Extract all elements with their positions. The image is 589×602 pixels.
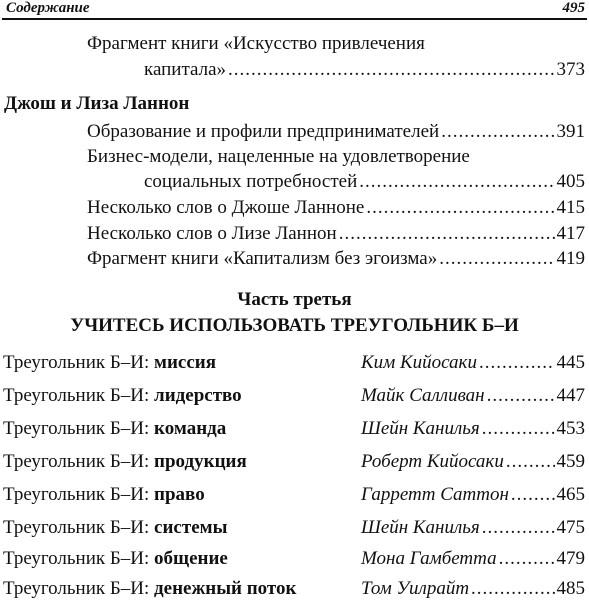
dot-leader: [339, 222, 555, 246]
toc-row-title: [3, 449, 247, 475]
dot-leader: [487, 383, 555, 409]
toc-entry: [87, 247, 585, 271]
toc-row: [3, 383, 585, 409]
toc-page: 415: [556, 197, 585, 218]
dot-leader: [506, 449, 555, 475]
part-title: УЧИТЕСЬ ИСПОЛЬЗОВАТЬ ТРЕУГОЛЬНИК Б–И: [70, 315, 519, 336]
toc-row-title: [3, 350, 216, 376]
dot-leader: [471, 576, 554, 602]
row-prefix: Треугольник Б–И:: [3, 385, 155, 406]
row-author: Мона Гамбетта: [361, 548, 497, 569]
section-heading: Джош и Лиза Ланнон: [4, 93, 190, 114]
toc-entry: [87, 120, 585, 144]
toc-entry: [87, 222, 585, 246]
row-topic: денежный поток: [154, 578, 297, 599]
row-author: Том Уилрайт: [361, 578, 470, 599]
row-right: [361, 546, 585, 572]
dot-leader: [499, 546, 555, 572]
dot-leader: [482, 416, 555, 442]
toc-entry-line1: Бизнес-модели, нацеленные на удовлетворение: [87, 146, 470, 167]
row-right: [361, 449, 585, 475]
toc-row-title: [3, 383, 242, 409]
toc-page: 479: [556, 548, 585, 569]
toc-page: 485: [556, 578, 585, 599]
toc-row-title: [3, 515, 227, 541]
toc-row: [3, 416, 585, 442]
row-prefix: Треугольник Б–И:: [3, 484, 155, 505]
dot-leader: [439, 247, 554, 271]
toc-entry-text: Образование и профили предпринимателей: [87, 121, 440, 142]
dot-leader: [228, 58, 554, 82]
toc-page: 391: [556, 121, 585, 142]
row-topic: команда: [154, 418, 227, 439]
toc-row: [3, 546, 585, 572]
dot-leader: [366, 196, 554, 220]
toc-row-title: [3, 482, 205, 508]
toc-page: 445: [556, 352, 585, 373]
row-prefix: Треугольник Б–И:: [3, 418, 155, 439]
toc-row-title: [3, 546, 228, 572]
toc-page: 465: [556, 484, 585, 505]
row-topic: миссия: [154, 352, 217, 373]
toc-page: 453: [556, 418, 585, 439]
running-header: [2, 0, 587, 20]
row-topic: продукция: [154, 451, 247, 472]
toc-row: [3, 576, 585, 602]
toc-page: 459: [556, 451, 585, 472]
dot-leader: [359, 170, 554, 194]
dot-leader: [441, 120, 554, 144]
toc-page: 447: [556, 385, 585, 406]
toc-page: 373: [556, 59, 585, 80]
toc-page: 475: [556, 517, 585, 538]
part-label: Часть третья: [237, 289, 352, 310]
row-author: Роберт Кийосаки: [361, 451, 504, 472]
page-number: 495: [562, 0, 585, 16]
row-prefix: Треугольник Б–И:: [3, 517, 155, 538]
toc-page: 417: [556, 223, 585, 244]
running-title: Содержание: [6, 0, 90, 16]
toc-entry-line1: Фрагмент книги «Искусство привлечения: [87, 33, 425, 54]
row-right: [361, 350, 585, 376]
row-right: [361, 515, 585, 541]
toc-entry-text: Фрагмент книги «Капитализм без эгоизма»: [87, 248, 438, 269]
row-topic: лидерство: [154, 385, 242, 406]
row-topic: право: [154, 484, 205, 505]
toc-row-title: [3, 416, 226, 442]
toc-row: [3, 449, 585, 475]
toc-entry-text: Несколько слов о Джоше Ланноне: [87, 197, 365, 218]
toc-page: 419: [556, 248, 585, 269]
row-topic: системы: [154, 517, 228, 538]
dot-leader: [482, 515, 555, 541]
row-prefix: Треугольник Б–И:: [3, 451, 155, 472]
row-author: Шейн Канилья: [361, 418, 480, 439]
row-topic: общение: [154, 548, 228, 569]
toc-entry: [87, 196, 585, 220]
row-prefix: Треугольник Б–И:: [3, 578, 155, 599]
row-author: Ким Кийосаки: [361, 352, 477, 373]
toc-row-title: [3, 576, 296, 602]
row-right: [361, 576, 585, 602]
dot-leader: [511, 482, 555, 508]
toc-entry-text: социальных потребностей: [144, 171, 358, 192]
toc-entry-text: Несколько слов о Лизе Ланнон: [87, 223, 337, 244]
row-right: [361, 416, 585, 442]
toc-row: [3, 350, 585, 376]
row-right: [361, 482, 585, 508]
row-prefix: Треугольник Б–И:: [3, 548, 155, 569]
toc-entry: [144, 170, 585, 194]
row-author: Шейн Канилья: [361, 517, 480, 538]
row-prefix: Треугольник Б–И:: [3, 352, 155, 373]
row-author: Майк Салливан: [361, 385, 485, 406]
toc-row: [3, 515, 585, 541]
dot-leader: [479, 350, 555, 376]
row-author: Гарретт Саттон: [361, 484, 509, 505]
toc-page: 405: [556, 171, 585, 192]
toc-entry-text: капитала»: [144, 59, 227, 80]
row-right: [361, 383, 585, 409]
toc-row: [3, 482, 585, 508]
toc-entry: [144, 58, 585, 82]
